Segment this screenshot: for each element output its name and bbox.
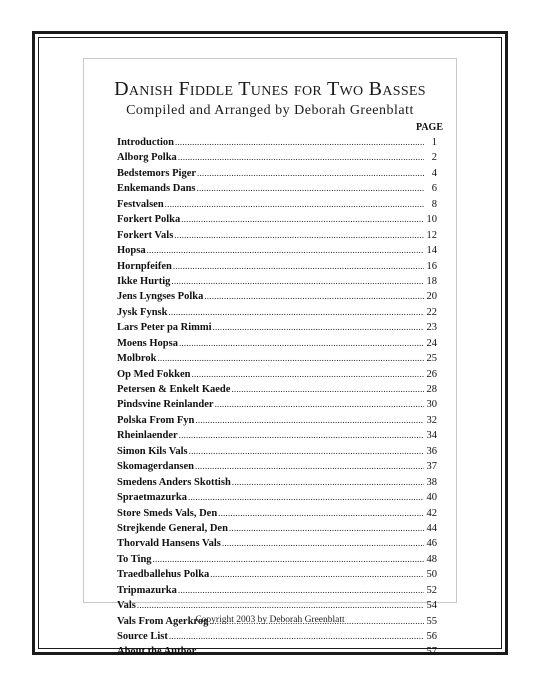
toc-entry-title: Jens Lyngses Polka bbox=[117, 291, 204, 303]
toc-entry-title: Rheinlaender bbox=[117, 430, 178, 442]
toc-entry bbox=[117, 289, 437, 304]
toc-entry-title: About the Author bbox=[117, 646, 197, 658]
toc-entry bbox=[117, 243, 437, 258]
toc-entry-title: Traedballehus Polka bbox=[117, 569, 210, 581]
toc-entry-page: 37 bbox=[426, 461, 437, 473]
toc-entry bbox=[117, 552, 437, 567]
toc-entry-page: 24 bbox=[426, 337, 437, 349]
toc-entry-title: To Ting bbox=[117, 553, 152, 565]
toc-entry-title: Vals From Agerkrog bbox=[117, 615, 209, 627]
toc-entry bbox=[117, 397, 437, 412]
toc-entry bbox=[117, 197, 437, 212]
toc-entry-title: Enkemands Dans bbox=[117, 183, 196, 195]
toc-entry bbox=[117, 598, 437, 613]
toc-entry bbox=[117, 181, 437, 196]
toc-entry bbox=[117, 320, 437, 335]
toc-entry-page: 32 bbox=[426, 414, 437, 426]
toc-entry-page: 56 bbox=[426, 631, 437, 642]
toc-entry bbox=[117, 228, 437, 243]
toc-entry-title: Forkert Polka bbox=[117, 214, 181, 226]
toc-dot-leader bbox=[171, 274, 424, 289]
toc-dot-leader bbox=[218, 506, 424, 521]
toc-entry-title: Thorvald Hansens Vals bbox=[117, 538, 221, 550]
toc-dot-leader bbox=[165, 197, 424, 212]
toc-entry-title: Store Smeds Vals, Den bbox=[117, 507, 218, 519]
toc-entry-title: Alborg Polka bbox=[117, 152, 177, 164]
toc-entry-page: 22 bbox=[426, 306, 437, 318]
toc-dot-leader bbox=[181, 212, 424, 227]
toc-entry bbox=[117, 367, 437, 382]
toc-entry-title: Smedens Anders Skottish bbox=[117, 476, 231, 488]
toc-entry bbox=[117, 135, 437, 150]
toc-entry-page: 8 bbox=[431, 198, 437, 210]
toc-dot-leader bbox=[222, 536, 424, 551]
toc-entry bbox=[117, 212, 437, 227]
toc-entry-page: 44 bbox=[426, 522, 437, 534]
toc-dot-leader bbox=[175, 135, 424, 150]
toc-entry-title: Source List bbox=[117, 631, 168, 642]
toc-dot-leader bbox=[179, 336, 424, 351]
toc-entry-title: Petersen & Enkelt Kaede bbox=[117, 384, 231, 395]
toc-entry-page: 16 bbox=[426, 260, 437, 272]
toc-entry-page: 48 bbox=[426, 553, 437, 565]
toc-entry-title: Molbrok bbox=[117, 353, 157, 365]
toc-entry-title: Lars Peter pa Rimmi bbox=[117, 322, 212, 334]
toc-entry-page: 42 bbox=[426, 507, 437, 519]
toc-dot-leader bbox=[192, 367, 424, 382]
toc-entry bbox=[117, 274, 437, 289]
toc-entry bbox=[117, 351, 437, 366]
document-title: Danish Fiddle Tunes for Two Basses bbox=[114, 78, 426, 100]
toc-entry bbox=[117, 150, 437, 165]
toc-dot-leader bbox=[197, 166, 424, 181]
toc-dot-leader bbox=[204, 289, 424, 304]
toc-entry-page: 54 bbox=[426, 600, 437, 612]
toc-entry bbox=[117, 336, 437, 351]
toc-entry-page: 30 bbox=[426, 399, 437, 411]
toc-entry-page: 52 bbox=[426, 584, 437, 596]
toc-entry bbox=[117, 644, 437, 659]
toc-dot-leader bbox=[157, 351, 424, 366]
toc-entry bbox=[117, 382, 437, 397]
toc-entry bbox=[117, 305, 437, 320]
toc-dot-leader bbox=[213, 320, 424, 335]
toc-entry-title: Moens Hopsa bbox=[117, 337, 178, 349]
table-of-contents bbox=[117, 135, 437, 660]
toc-dot-leader bbox=[179, 428, 424, 443]
toc-entry bbox=[117, 506, 437, 521]
toc-entry-title: Spraetmazurka bbox=[117, 492, 187, 504]
toc-entry bbox=[117, 521, 437, 536]
toc-entry bbox=[117, 259, 437, 274]
toc-entry-title: Vals bbox=[117, 600, 136, 612]
toc-dot-leader bbox=[147, 243, 424, 258]
toc-entry bbox=[117, 413, 437, 428]
toc-entry bbox=[117, 428, 437, 443]
toc-entry-title: Festvalsen bbox=[117, 198, 164, 210]
toc-entry-title: Jysk Fynsk bbox=[117, 306, 168, 318]
toc-entry-title: Pindsvine Reinlander bbox=[117, 399, 214, 411]
toc-entry-page: 10 bbox=[426, 214, 437, 226]
page-column-header: PAGE bbox=[415, 122, 443, 133]
toc-dot-leader bbox=[232, 475, 424, 490]
toc-dot-leader bbox=[137, 598, 424, 613]
toc-entry-page: 55 bbox=[426, 615, 437, 627]
toc-entry-page: 38 bbox=[426, 476, 437, 488]
toc-entry-page: 23 bbox=[426, 322, 437, 334]
toc-entry-title: Strejkende General, Den bbox=[117, 522, 228, 534]
toc-entry bbox=[117, 490, 437, 505]
toc-entry bbox=[117, 583, 437, 598]
toc-entry-page: 2 bbox=[431, 152, 437, 164]
toc-entry-title: Hopsa bbox=[117, 245, 146, 257]
toc-dot-leader bbox=[197, 644, 424, 659]
toc-entry-page: 50 bbox=[426, 569, 437, 581]
toc-entry bbox=[117, 567, 437, 582]
toc-entry-title: Bedstemors Piger bbox=[117, 167, 197, 179]
toc-entry-page: 28 bbox=[426, 384, 437, 395]
toc-entry-page: 25 bbox=[426, 353, 437, 365]
toc-entry-title: Simon Kils Vals bbox=[117, 445, 188, 457]
toc-dot-leader bbox=[189, 444, 424, 459]
toc-dot-leader bbox=[153, 552, 424, 567]
toc-dot-leader bbox=[188, 490, 424, 505]
toc-entry bbox=[117, 475, 437, 490]
copyright-notice: Copyright 2003 by Deborah Greenblatt bbox=[195, 615, 345, 625]
toc-dot-leader bbox=[197, 181, 425, 196]
toc-entry-page: 6 bbox=[431, 183, 437, 195]
toc-entry-title: Introduction bbox=[117, 137, 174, 148]
toc-entry-page: 46 bbox=[426, 538, 437, 550]
toc-entry-page: 14 bbox=[426, 245, 437, 257]
toc-entry-page: 20 bbox=[426, 291, 437, 303]
toc-entry-page: 57 bbox=[426, 646, 437, 658]
toc-dot-leader bbox=[195, 459, 424, 474]
toc-entry bbox=[117, 459, 437, 474]
toc-entry-page: 12 bbox=[426, 229, 437, 241]
toc-entry bbox=[117, 444, 437, 459]
toc-dot-leader bbox=[173, 259, 424, 274]
toc-entry-page: 26 bbox=[426, 368, 437, 380]
toc-entry-title: Ikke Hurtig bbox=[117, 275, 171, 287]
toc-entry-page: 34 bbox=[426, 430, 437, 442]
page-border-outer bbox=[32, 31, 508, 658]
toc-entry-page: 1 bbox=[431, 137, 437, 148]
toc-entry bbox=[117, 629, 437, 644]
toc-dot-leader bbox=[195, 413, 424, 428]
toc-entry-title: Forkert Vals bbox=[117, 229, 174, 241]
toc-entry bbox=[117, 166, 437, 181]
toc-dot-leader bbox=[215, 397, 424, 412]
toc-dot-leader bbox=[178, 150, 424, 165]
toc-dot-leader bbox=[231, 382, 424, 397]
toc-entry-title: Hornpfeifen bbox=[117, 260, 172, 272]
toc-dot-leader bbox=[174, 228, 424, 243]
toc-entry-page: 36 bbox=[426, 445, 437, 457]
toc-entry-title: Polska From Fyn bbox=[117, 414, 195, 426]
toc-entry-page: 18 bbox=[426, 275, 437, 287]
toc-dot-leader bbox=[168, 305, 424, 320]
document-subtitle: Compiled and Arranged by Deborah Greenblatt bbox=[126, 103, 414, 118]
toc-entry-page: 4 bbox=[431, 167, 437, 179]
toc-entry bbox=[117, 536, 437, 551]
toc-entry-page: 40 bbox=[426, 492, 437, 504]
toc-entry-title: Tripmazurka bbox=[117, 584, 177, 596]
toc-dot-leader bbox=[210, 567, 424, 582]
toc-entry-title: Op Med Fokken bbox=[117, 368, 191, 380]
toc-dot-leader bbox=[229, 521, 424, 536]
toc-dot-leader bbox=[178, 583, 424, 598]
toc-entry-title: Skomagerdansen bbox=[117, 461, 195, 473]
toc-dot-leader bbox=[169, 629, 424, 644]
